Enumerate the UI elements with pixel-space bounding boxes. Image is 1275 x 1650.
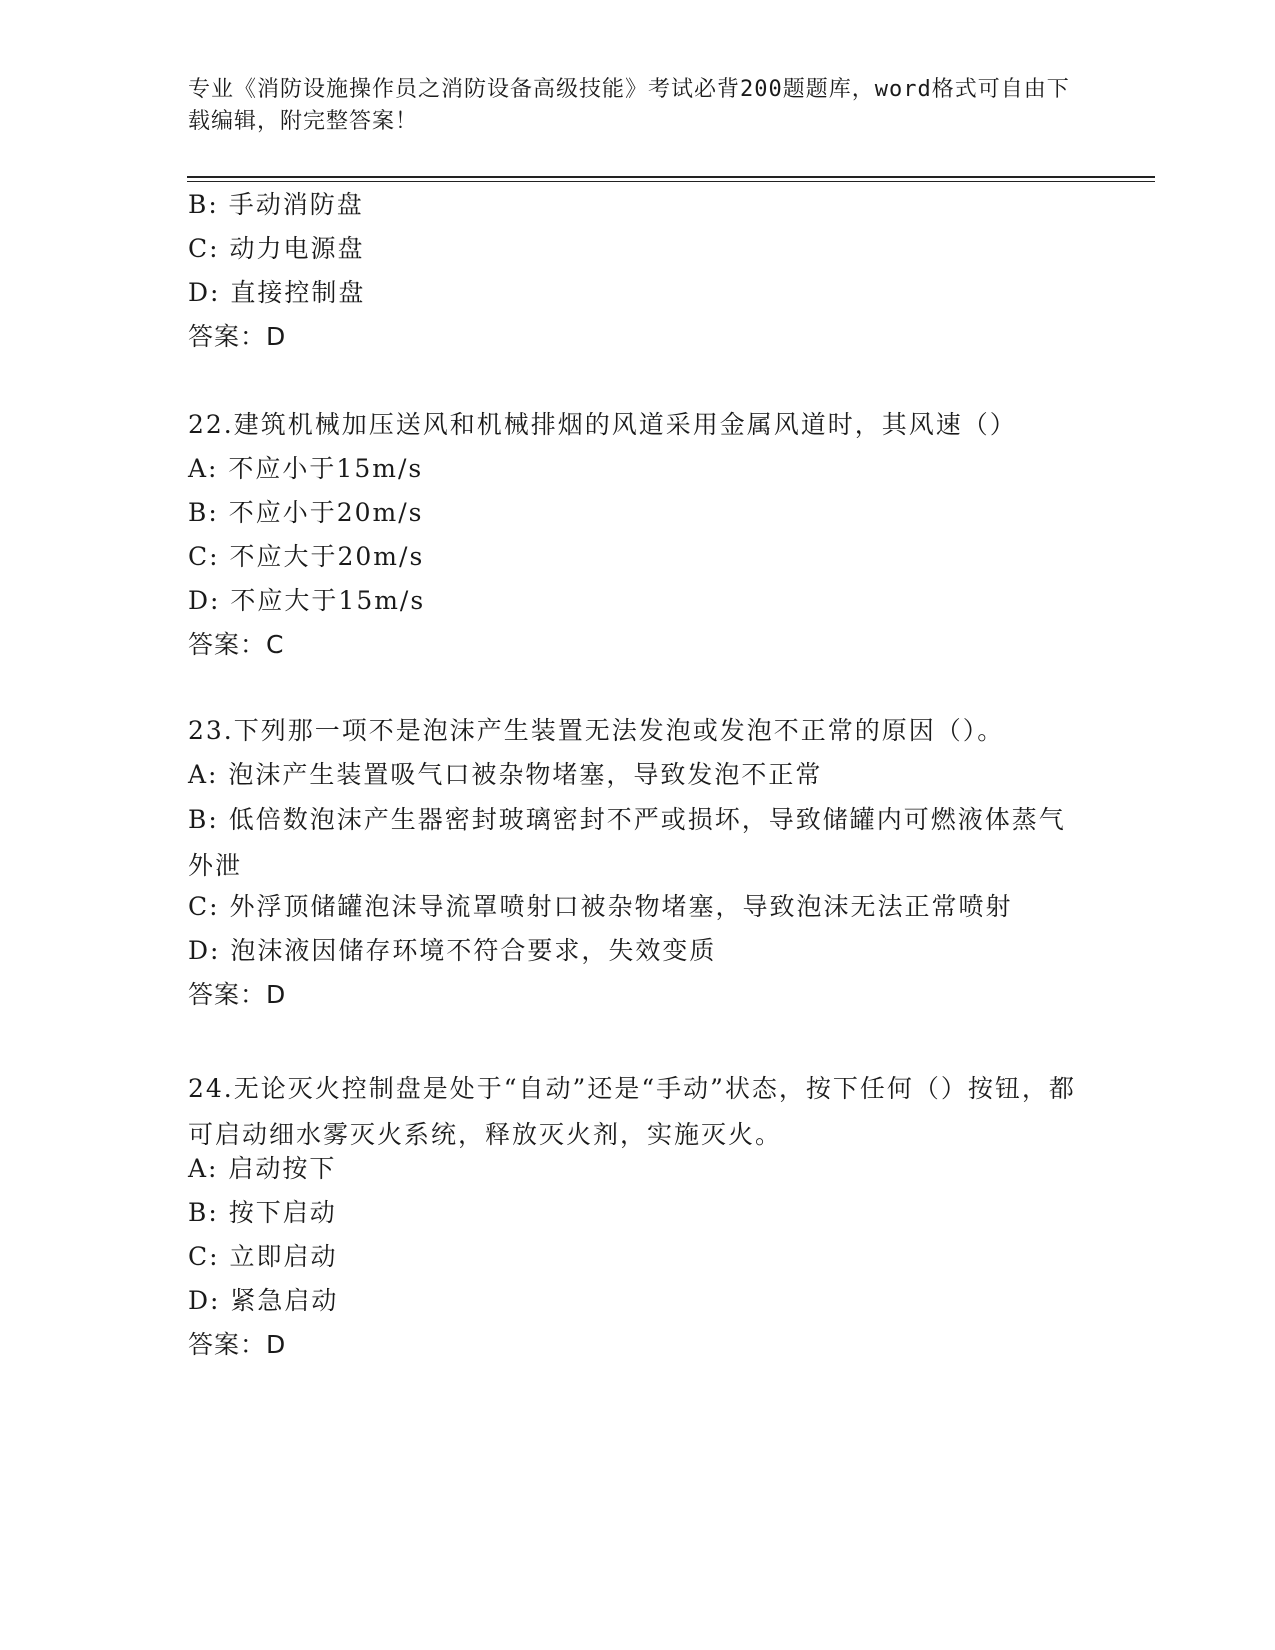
q22-option-c: C: 不应大于20m/s [188, 542, 425, 571]
q22-answer: 答案：C [188, 630, 285, 659]
q22-option-d: D: 不应大于15m/s [188, 586, 426, 615]
q21-option-d: D: 直接控制盘 [188, 278, 366, 307]
q23-answer: 答案：D [188, 980, 287, 1009]
q21-option-b: B: 手动消防盘 [188, 190, 364, 219]
q22-question: 22.建筑机械加压送风和机械排烟的风道采用金属风道时，其风速（） [188, 410, 1017, 439]
q22-option-b: B: 不应小于20m/s [188, 498, 424, 527]
q24-option-d: D: 紧急启动 [188, 1286, 339, 1315]
q24-option-a: A: 启动按下 [188, 1154, 337, 1183]
q23-option-b: B: 低倍数泡沫产生器密封玻璃密封不严或损坏，导致储罐内可燃液体蒸气外泄 [188, 805, 1066, 880]
q21-answer: 答案：D [188, 322, 287, 351]
q23-option-a: A: 泡沫产生装置吸气口被杂物堵塞，导致发泡不正常 [188, 760, 823, 789]
q24-option-b: B: 按下启动 [188, 1198, 337, 1227]
q24-option-c: C: 立即启动 [188, 1242, 338, 1271]
q24-question: 24.无论灭火控制盘是处于“自动”还是“手动”状态，按下任何（）按钮，都可启动细水雾灭火系统，释放灭火剂，实施灭火。 [188, 1074, 1076, 1149]
q23-question: 23.下列那一项不是泡沫产生装置无法发泡或发泡不正常的原因（）。 [188, 716, 1005, 745]
header-divider-thin [187, 181, 1155, 182]
header-divider [187, 176, 1155, 178]
document-header: 专业《消防设施操作员之消防设备高级技能》考试必背200题题库，word格式可自由下载编辑，附完整答案！ [188, 77, 1070, 134]
q21-option-c: C: 动力电源盘 [188, 234, 365, 263]
q22-option-a: A: 不应小于15m/s [188, 454, 424, 483]
q23-option-c: C: 外浮顶储罐泡沫导流罩喷射口被杂物堵塞，导致泡沫无法正常喷射 [188, 892, 1013, 921]
q23-option-d: D: 泡沫液因储存环境不符合要求，失效变质 [188, 936, 717, 965]
q24-answer: 答案：D [188, 1330, 287, 1359]
